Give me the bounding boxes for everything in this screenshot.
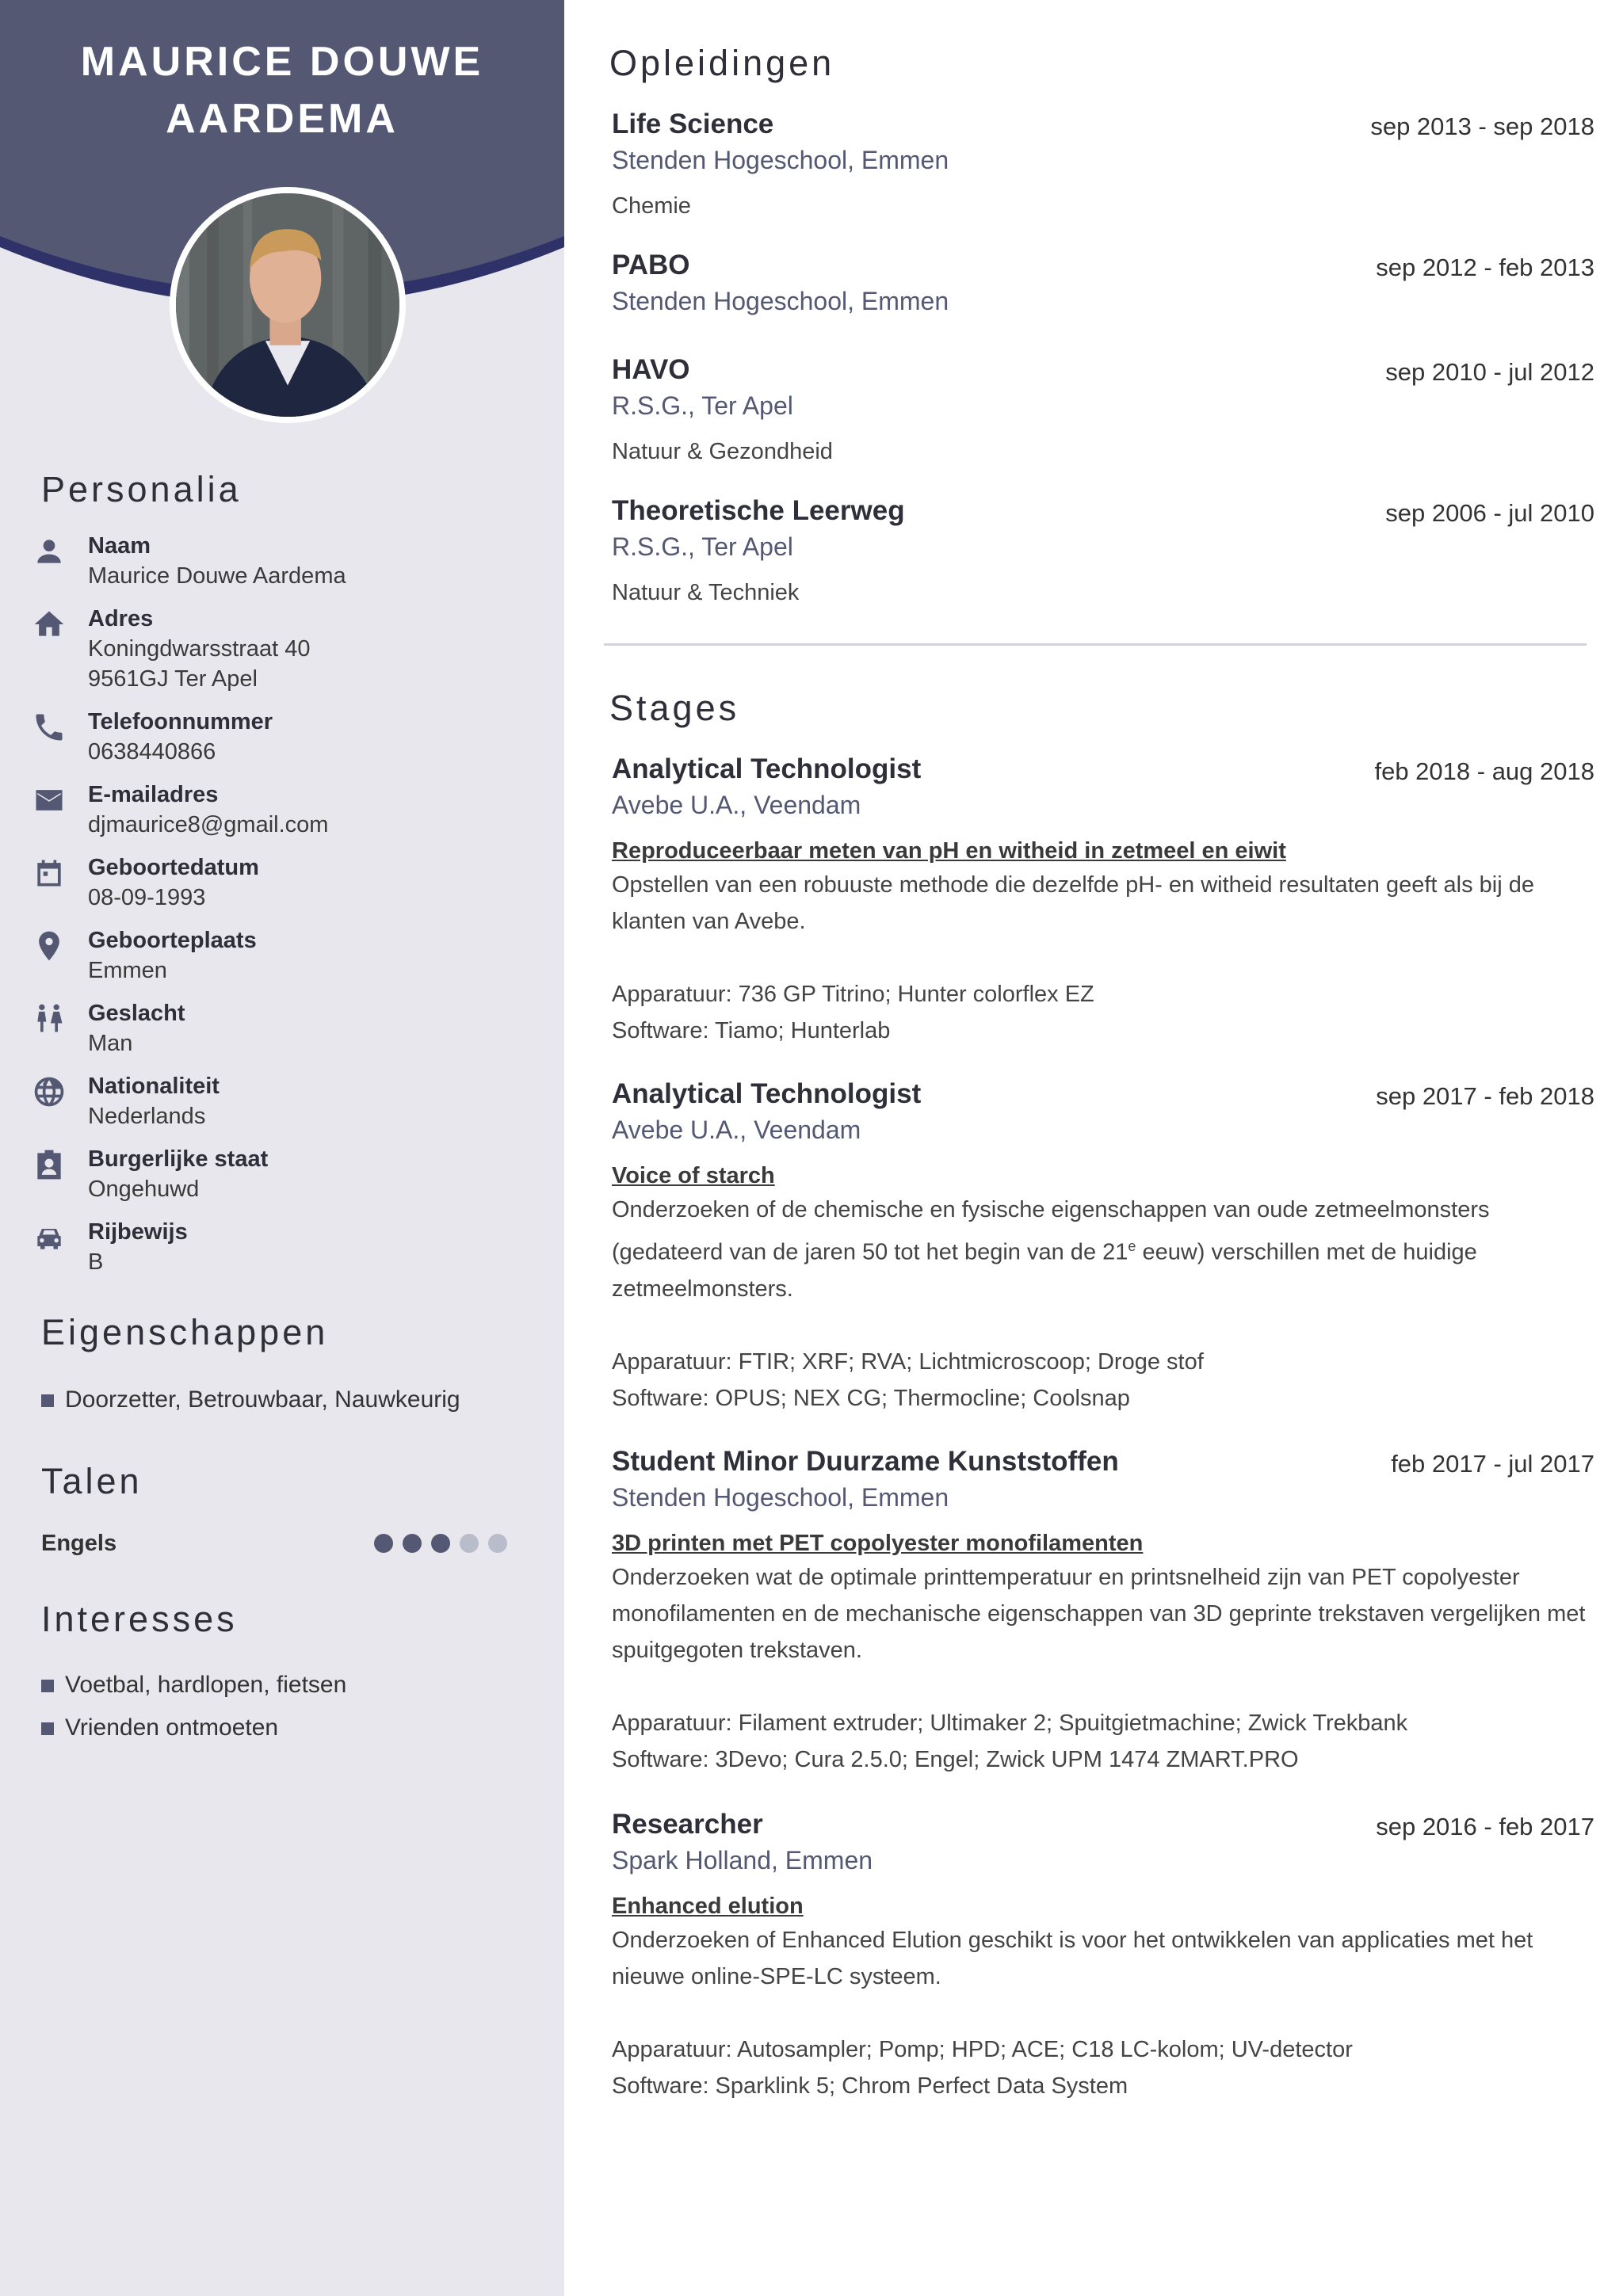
internship-title: Student Minor Duurzame Kunststoffen <box>612 1446 1119 1477</box>
personal-value: 0638440866 <box>88 739 216 765</box>
person-icon <box>32 534 67 569</box>
interesse-item: Voetbal, hardlopen, fietsen <box>41 1664 533 1707</box>
internship-company: Stenden Hogeschool, Emmen <box>612 1483 949 1512</box>
personal-item-telefoon <box>32 707 539 767</box>
personal-value: Koningdwarsstraat 40 9561GJ Ter Apel <box>88 636 311 692</box>
education-institution: Stenden Hogeschool, Emmen <box>612 146 949 174</box>
software-line: Software: 3Devo; Cura 2.5.0; Engel; Zwick UPM 1474 ZMART.PRO <box>612 1747 1299 1772</box>
education-institution: R.S.G., Ter Apel <box>612 391 793 420</box>
spacer <box>612 1307 1594 1344</box>
personal-item-burgerlijke-staat <box>32 1144 539 1204</box>
language-level-dot <box>431 1534 450 1553</box>
personal-item-naam <box>32 531 539 591</box>
personal-label: Naam <box>88 533 151 559</box>
education-entry <box>612 106 1594 223</box>
language-level-dot <box>460 1534 479 1553</box>
stages-heading: Stages <box>609 688 740 728</box>
education-institution: R.S.G., Ter Apel <box>612 532 793 561</box>
personal-value: Ongehuwd <box>88 1177 200 1202</box>
education-date: sep 2013 - sep 2018 <box>1370 113 1594 140</box>
internship-company: Avebe U.A., Veendam <box>612 791 861 819</box>
personal-label: Geboorteplaats <box>88 928 257 953</box>
location-pin-icon <box>32 929 67 963</box>
personal-label: Geboortedatum <box>88 855 259 880</box>
internship-date: sep 2016 - feb 2017 <box>1376 1813 1594 1840</box>
personal-item-geslacht <box>32 998 539 1058</box>
personal-value: Maurice Douwe Aardema <box>88 563 346 589</box>
personal-value: Emmen <box>88 958 167 983</box>
globe-icon <box>32 1074 67 1109</box>
personal-item-email <box>32 780 539 840</box>
internship-company: Spark Holland, Emmen <box>612 1846 873 1875</box>
education-specialisation: Chemie <box>612 193 691 219</box>
education-entry <box>612 493 1594 610</box>
personalia-list <box>32 531 539 1290</box>
project-description: Onderzoeken of Enhanced Elution geschikt is voor het ontwikkelen van applicaties met het nieuwe online-SPE-LC systeem. <box>612 1928 1533 1989</box>
id-badge-icon <box>32 1147 67 1182</box>
project-description: Onderzoeken wat de optimale printtemperatuur en printsnelheid zijn van PET copolyester monofilamenten en de mechanische eigenschappen van 3D geprinte trekstaven vergelijken met spuitgegoten trekstaven. <box>612 1565 1586 1663</box>
internship-title: Analytical Technologist <box>612 1078 922 1109</box>
software-line: Software: Tiamo; Hunterlab <box>612 1018 891 1043</box>
education-entry <box>612 247 1594 318</box>
section-divider <box>604 643 1587 646</box>
personal-item-rijbewijs <box>32 1217 539 1277</box>
personal-value: 08-09-1993 <box>88 885 206 910</box>
education-title: PABO <box>612 250 690 280</box>
name-line-2: AARDEMA <box>166 96 399 142</box>
internship-date: feb 2017 - jul 2017 <box>1391 1450 1594 1478</box>
personalia-heading: Personalia <box>41 469 242 509</box>
equipment-line: Apparatuur: Filament extruder; Ultimaker 2; Spuitgietmachine; Zwick Trekbank <box>612 1711 1408 1736</box>
spacer <box>612 1995 1594 2031</box>
internship-title: Analytical Technologist <box>612 753 922 784</box>
equipment-line: Apparatuur: Autosampler; Pomp; HPD; ACE; C18 LC-kolom; UV-detector <box>612 2037 1353 2062</box>
opleidingen-heading: Opleidingen <box>609 43 835 83</box>
eigenschap-item: Doorzetter, Betrouwbaar, Nauwkeurig <box>41 1379 533 1421</box>
education-title: HAVO <box>612 354 690 385</box>
interesses-heading: Interesses <box>41 1599 238 1639</box>
personal-item-nationaliteit <box>32 1071 539 1131</box>
gender-icon <box>32 1001 67 1036</box>
language-level-dots <box>374 1534 507 1553</box>
personal-label: Adres <box>88 606 154 631</box>
education-title: Theoretische Leerweg <box>612 495 905 526</box>
spacer <box>612 1669 1594 1705</box>
education-date: sep 2012 - feb 2013 <box>1376 254 1594 281</box>
internship-entry <box>612 1806 1594 2104</box>
project-description: Opstellen van een robuuste methode die dezelfde pH- en witheid resultaten geeft als bij de klanten van Avebe. <box>612 872 1534 934</box>
main-content <box>564 0 1623 2296</box>
internship-entry <box>612 1444 1594 1778</box>
calendar-icon <box>32 856 67 891</box>
education-entry <box>612 352 1594 469</box>
personal-value: djmaurice8@gmail.com <box>88 812 329 837</box>
internship-date: feb 2018 - aug 2018 <box>1374 757 1594 785</box>
education-institution: Stenden Hogeschool, Emmen <box>612 287 949 315</box>
education-date: sep 2010 - jul 2012 <box>1385 358 1594 386</box>
talen-heading: Talen <box>41 1461 143 1501</box>
project-description <box>612 1192 1594 1307</box>
internship-entry <box>612 751 1594 1049</box>
language-row <box>41 1526 517 1561</box>
home-icon <box>32 607 67 642</box>
mail-icon <box>32 783 67 818</box>
software-line: Software: OPUS; NEX CG; Thermocline; Coolsnap <box>612 1385 1130 1411</box>
superscript: e <box>1128 1238 1136 1254</box>
personal-label: E-mailadres <box>88 782 219 807</box>
profile-photo <box>170 187 406 423</box>
project-title: Voice of starch <box>612 1163 775 1188</box>
car-icon <box>32 1220 67 1255</box>
interesses-list <box>41 1664 533 1749</box>
equipment-line: Apparatuur: FTIR; XRF; RVA; Lichtmicroscoop; Droge stof <box>612 1348 1204 1375</box>
software-line: Software: Sparklink 5; Chrom Perfect Data System <box>612 2073 1128 2099</box>
eigenschappen-heading: Eigenschappen <box>41 1312 329 1352</box>
description-text: Onderzoeken of de chemische en fysische eigenschappen van oude zetmeelmonsters (gedateerd van de jaren 50 tot het begin van de 21 <box>612 1197 1490 1265</box>
personal-label: Rijbewijs <box>88 1219 188 1245</box>
personal-item-geboorteplaats <box>32 925 539 986</box>
personal-value: B <box>88 1249 104 1275</box>
education-specialisation: Natuur & Techniek <box>612 580 800 605</box>
equipment-line: Apparatuur: 736 GP Titrino; Hunter colorflex EZ <box>612 982 1094 1007</box>
education-specialisation: Natuur & Gezondheid <box>612 439 833 464</box>
personal-label: Burgerlijke staat <box>88 1146 269 1172</box>
education-title: Life Science <box>612 109 774 139</box>
education-date: sep 2006 - jul 2010 <box>1385 499 1594 527</box>
personal-label: Geslacht <box>88 1001 185 1026</box>
project-title: 3D printen met PET copolyester monofilamenten <box>612 1531 1144 1556</box>
language-level-dot <box>403 1534 422 1553</box>
language-level-dot <box>488 1534 507 1553</box>
name-line-1: MAURICE DOUWE <box>80 39 484 85</box>
interesse-item: Vrienden ontmoeten <box>41 1707 533 1749</box>
candidate-name <box>0 33 564 147</box>
eigenschappen-list <box>41 1379 533 1421</box>
personal-value: Nederlands <box>88 1104 206 1129</box>
internship-company: Avebe U.A., Veendam <box>612 1116 861 1144</box>
spacer <box>612 940 1594 976</box>
language-name: Engels <box>41 1531 117 1556</box>
description-text: eeuw) verschillen met de huidige zetmeelmonsters. <box>612 1239 1477 1302</box>
personal-item-adres <box>32 604 539 694</box>
internship-date: sep 2017 - feb 2018 <box>1376 1082 1594 1110</box>
personal-label: Nationaliteit <box>88 1074 220 1099</box>
internship-entry <box>612 1076 1594 1417</box>
project-title: Reproduceerbaar meten van pH en witheid in zetmeel en eiwit <box>612 838 1286 864</box>
personal-value: Man <box>88 1031 133 1056</box>
language-level-dot <box>374 1534 393 1553</box>
personal-item-geboortedatum <box>32 852 539 913</box>
internship-title: Researcher <box>612 1809 763 1840</box>
phone-icon <box>32 710 67 745</box>
project-title: Enhanced elution <box>612 1894 804 1919</box>
personal-label: Telefoonnummer <box>88 709 273 734</box>
sidebar <box>0 0 564 2296</box>
